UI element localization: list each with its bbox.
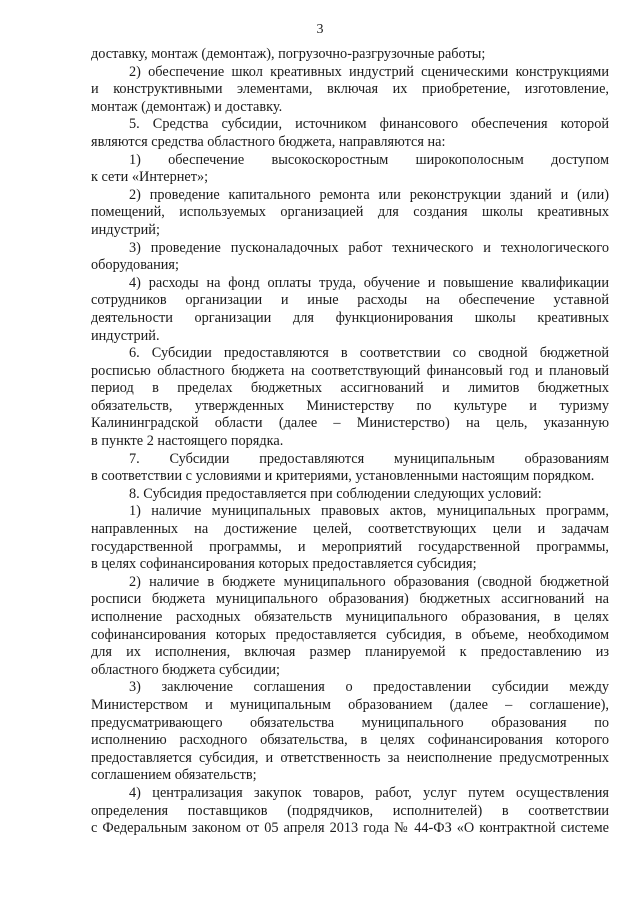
text-line: соглашением обязательств;	[91, 767, 257, 784]
text-line: предусматривающего обязательства муниципального образования по	[91, 714, 609, 731]
text-line: и конструктивными элементами, включая их приобретение, изготовление,	[91, 81, 609, 98]
text-line: 5. Средства субсидии, источником финансового обеспечения которой	[129, 116, 609, 133]
text-line: исполнение расходных обязательств муниципального образования, в целях	[91, 609, 609, 625]
text-line: деятельности организации для функционирования школы креативных	[91, 309, 609, 326]
text-line: доставку, монтаж (демонтаж), погрузочно-разгрузочные работы;	[91, 46, 486, 62]
body-text	[91, 46, 609, 838]
text-line: монтаж (демонтаж) и доставку.	[91, 98, 283, 115]
text-line: 2) обеспечение школ креативных индустрий сценическими конструкциями	[129, 63, 609, 80]
text-line: определения поставщиков (подрядчиков, исполнителей) в соответствии	[91, 802, 609, 819]
text-line: сотрудников организации и иные расходы на обеспечение уставной	[91, 292, 609, 309]
text-line: с Федеральным законом от 05 апреля 2013 года № 44-ФЗ «О контрактной системе	[91, 820, 609, 837]
text-line: 1) наличие муниципальных правовых актов, муниципальных программ,	[129, 503, 609, 520]
text-line: исполнению расходного обязательства, в целях софинансирования которого	[91, 732, 609, 749]
text-line: 3) заключение соглашения о предоставлении субсидии между	[129, 679, 609, 696]
text-line: областного бюджета субсидии;	[91, 661, 280, 678]
text-line: период в пределах бюджетных ассигнований и лимитов бюджетных	[91, 380, 609, 397]
text-line: в соответствии с условиями и критериями, установленными настоящим порядком.	[91, 468, 595, 485]
text-line: 6. Субсидии предоставляются в соответствии со сводной бюджетной	[129, 345, 609, 362]
text-line: росписи бюджета муниципального образования) бюджетных ассигнований на	[91, 591, 609, 608]
text-line: государственной программы, и мероприятий государственной программы,	[91, 538, 609, 555]
text-line: росписью областного бюджета на соответствующий финансовый год и плановый	[91, 362, 609, 379]
text-line: к сети «Интернет»;	[91, 169, 209, 186]
text-line: в целях софинансирования которых предоставляется субсидия;	[91, 556, 477, 573]
page-number: 3	[316, 22, 324, 37]
text-line: являются средства областного бюджета, направляются на:	[91, 133, 446, 150]
text-line: 2) проведение капитального ремонта или реконструкции зданий и (или)	[129, 186, 609, 203]
text-line: 4) централизация закупок товаров, работ, услуг путем осуществления	[129, 784, 609, 801]
text-line: 2) наличие в бюджете муниципального образования (сводной бюджетной	[129, 573, 609, 590]
text-line: оборудования;	[91, 257, 179, 274]
text-line: софинансирования которых предоставляется субсидия, в объеме, необходимом	[91, 626, 609, 643]
text-line: обязательств, утвержденных Министерству по культуре и туризму	[91, 397, 609, 414]
text-line: индустрий;	[91, 221, 160, 238]
text-line: для их исполнения, включая размер планируемой к предоставлению из	[91, 644, 609, 661]
text-line: 1) обеспечение высокоскоростным широкополосным доступом	[129, 151, 609, 168]
text-line: Министерством и муниципальным образованием (далее – соглашение),	[91, 696, 609, 713]
text-line: 8. Субсидия предоставляется при соблюдении следующих условий:	[129, 485, 542, 502]
text-line: Калининградской области (далее – Министерство) на цель, указанную	[91, 415, 609, 432]
text-line: помещений, используемых организацией для создания школы креативных	[91, 204, 609, 221]
text-line: предоставляется субсидия, и ответственность за неисполнение предусмотренных	[91, 749, 609, 766]
text-line: 7. Субсидии предоставляются муниципальным образованиям	[129, 450, 609, 467]
text-line: 4) расходы на фонд оплаты труда, обучение и повышение квалификации	[129, 274, 609, 291]
text-line: 3) проведение пусконаладочных работ технического и технологического	[129, 239, 609, 256]
text-line: в пункте 2 настоящего порядка.	[91, 433, 284, 450]
text-line: индустрий.	[91, 327, 160, 344]
text-line: направленных на достижение целей, соответствующих цели и задачам	[91, 521, 609, 538]
